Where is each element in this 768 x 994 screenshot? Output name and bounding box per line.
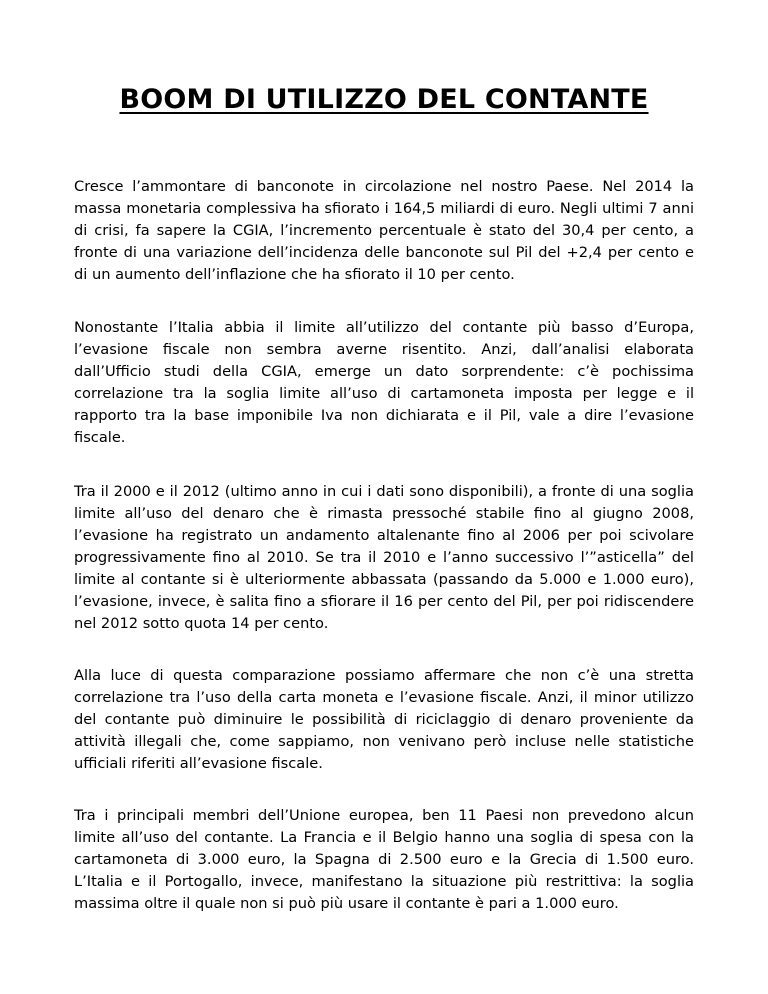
page-title: BOOM DI UTILIZZO DEL CONTANTE bbox=[119, 84, 649, 115]
paragraph-banknote-circulation: Cresce l’ammontare di banconote in circolazione nel nostro Paese. Nel 2014 la massa monetaria complessiva ha sfiorato i 164,5 miliardi di euro. Negli ultimi 7 anni di crisi, fa sapere la CGIA, l’incremento percentuale è stato del 30,4 per cento, a fronte di una variazione dell’incidenza delle banconote sul Pil del +2,4 per cento e di un aumento dell’inflazione che ha sfiorato il 10 per cento. bbox=[74, 178, 694, 283]
paragraph-correlation-conclusion: Alla luce di questa comparazione possiamo affermare che non c’è una stretta correlazione tra l’uso della carta moneta e l’evasione fiscale. Anzi, il minor utilizzo del contante può diminuire le possibilità di riciclaggio di denaro proveniente da attività illegali che, come sappiamo, non venivano però incluse nelle statistiche ufficiali riferiti all’evasione fiscale. bbox=[74, 667, 694, 772]
paragraph-cash-limit-evasion: Nonostante l’Italia abbia il limite all’utilizzo del contante più basso d’Europa, l’evasione fiscale non sembra averne risentito. Anzi, dall’analisi elaborata dall’Ufficio studi della CGIA, emerge un dato sorprendente: c’è pochissima correlazione tra la soglia limite all’uso di cartamoneta imposta per legge e il rapporto tra la base imponibile Iva non dichiarata e il Pil, vale a dire l’evasione fiscale. bbox=[74, 319, 694, 446]
paragraph-eu-comparison: Tra i principali membri dell’Unione europea, ben 11 Paesi non prevedono alcun limite all’uso del contante. La Francia e il Belgio hanno una soglia di spesa con la cartamoneta di 3.000 euro, la Spagna di 2.500 euro e la Grecia di 1.500 euro. L’Italia e il Portogallo, invece, manifestano la situazione più restrittiva: la soglia massima oltre il quale non si può più usare il contante è pari a 1.000 euro. bbox=[74, 807, 694, 912]
paragraph-2000-2012-trend: Tra il 2000 e il 2012 (ultimo anno in cui i dati sono disponibili), a fronte di una soglia limite all’uso del denaro che è rimasta pressoché stabile fino al giugno 2008, l’evasione ha registrato un andamento altalenante fino al 2006 per poi scivolare progressivamente fino al 2010. Se tra il 2010 e l’anno successivo l’”asticella” del limite al contante si è ulteriormente abbassata (passando da 5.000 e 1.000 euro), l’evasione, invece, è salita fino a sfiorare il 16 per cento del Pil, per poi ridiscendere nel 2012 sotto quota 14 per cento. bbox=[74, 483, 694, 632]
